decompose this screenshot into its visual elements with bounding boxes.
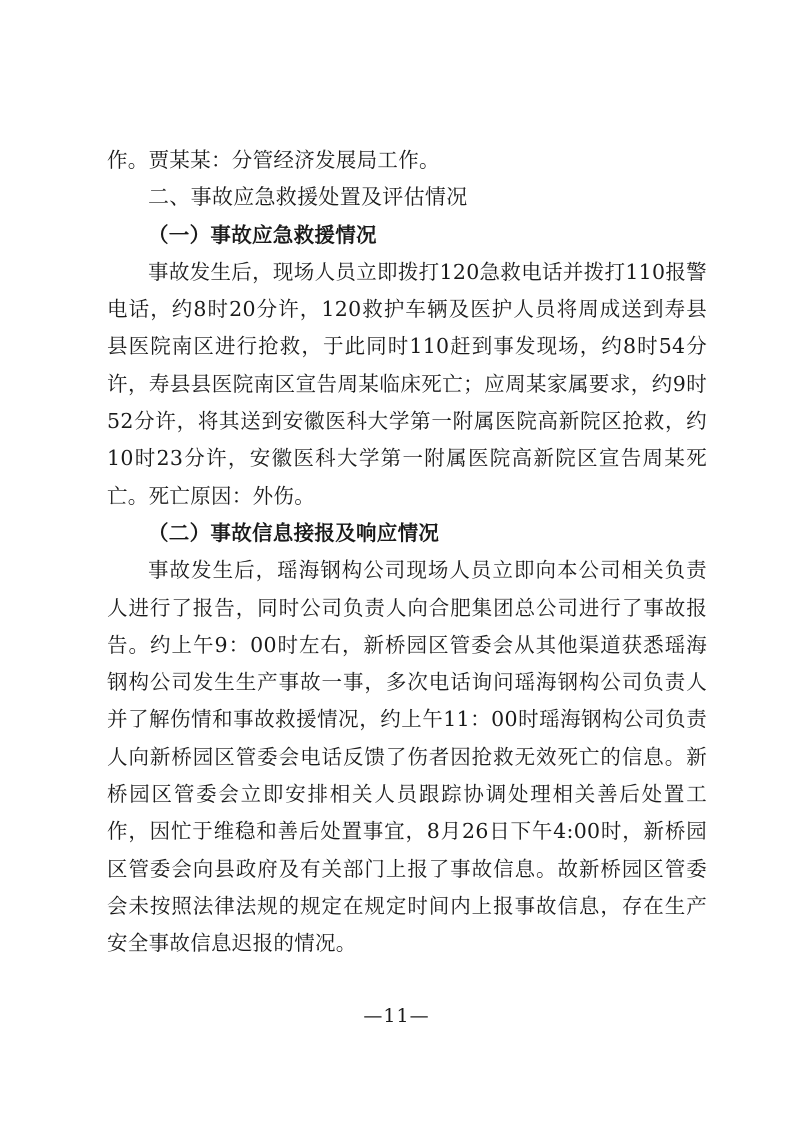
rescue-paragraph: 事故发生后，现场人员立即拨打120急救电话并拨打110报警电话，约8时20分许，120救护车辆及医护人员将周成送到寿县县医院南区进行抢救，于此同时110赶到事发现场，约8时54分许，寿县县医院南区宣告周某临床死亡；应周某家属要求，约9时52分许，将其送到安徽医科大学第一附属医院高新院区抢救，约10时23分许，安徽医科大学第一附属医院高新院区宣告周某死亡。死亡原因：外伤。: [107, 259, 707, 508]
page-number: —11—: [363, 1005, 430, 1027]
section-heading: 二、事故应急救援处置及评估情况: [148, 185, 468, 210]
subsection-heading-reporting: （二）事故信息接报及响应情况: [148, 520, 440, 545]
document-body: [107, 142, 707, 963]
reporting-paragraph: 事故发生后，瑶海钢构公司现场人员立即向本公司相关负责人进行了报告，同时公司负责人向合肥集团总公司进行了事故报告。约上午9：00时左右，新桥园区管委会从其他渠道获悉瑶海钢构公司发生生产事故一事，多次电话询问瑶海钢构公司负责人并了解伤情和事故救援情况，约上午11：00时瑶海钢构公司负责人向新桥园区管委会电话反馈了伤者因抢救无效死亡的信息。新桥园区管委会立即安排相关人员跟踪协调处理相关善后处置工作，因忙于维稳和善后处置事宜，8月26日下午4:00时，新桥园区管委会向县政府及有关部门上报了事故信息。故新桥园区管委会未按照法律法规的规定在规定时间内上报事故信息，存在生产安全事故信息迟报的情况。: [107, 558, 707, 956]
subsection-heading-rescue: （一）事故应急救援情况: [148, 222, 377, 247]
continuation-paragraph: 作。贾某某：分管经济发展局工作。: [107, 148, 440, 172]
